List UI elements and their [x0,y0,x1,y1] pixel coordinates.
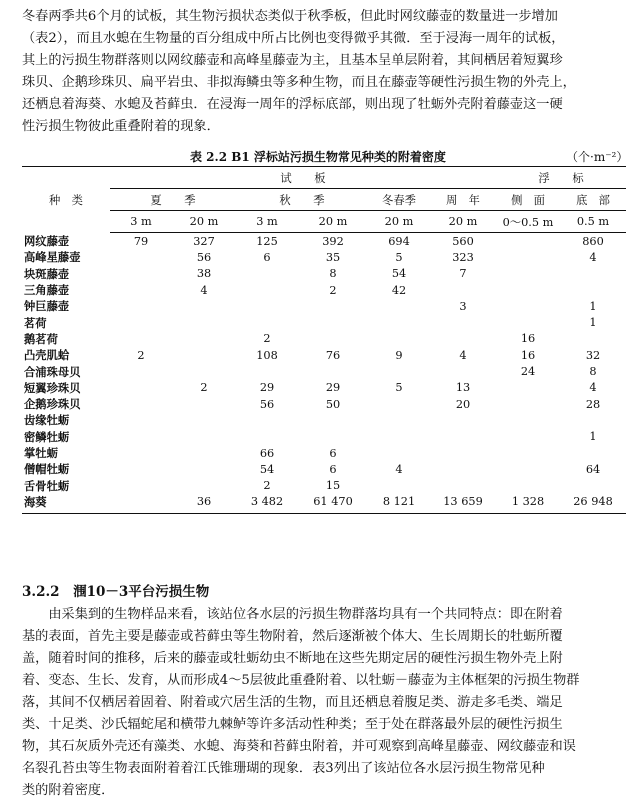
density-cell [368,445,430,461]
density-cell: 4 [459,348,467,362]
table-title: 表 2.2 B1 浮标站污损生物常见种类的附着密度 [190,150,446,164]
species-name: 三角藤壶 [24,283,70,298]
density-cell: 8 [589,365,597,379]
density-cell [430,412,496,428]
density-cell: 26 948 [560,494,626,514]
density-table [22,166,626,514]
density-cell [560,266,626,282]
density-cell [560,477,626,493]
density-cell: 1 [589,430,597,444]
density-cell [560,331,626,347]
table-row [22,266,626,282]
species-name: 网纹藤壶 [24,233,70,248]
density-cell [496,396,560,412]
density-cell [110,380,172,396]
density-cell [110,331,172,347]
paragraph-line: 性污损生物彼此重叠附着的现象． [22,119,220,134]
density-cell: 13 [455,381,471,395]
density-cell [368,314,430,330]
density-cell: 38 [196,267,212,281]
buoy-header: 浮 标 [496,167,626,189]
paragraph-line: 冬春两季共6个月的试板，其生物污损状态类似于秋季板，但此时网纹藤壶的数量进一步增加 [22,9,558,24]
species-name: 企鹅珍珠贝 [24,397,81,412]
density-cell: 2 [200,381,208,395]
table-row [22,314,626,330]
density-cell [110,477,172,493]
species-name: 密鳞牡蛎 [24,429,70,444]
paragraph-1 [22,6,626,138]
density-cell [236,429,298,445]
density-cell: 16 [520,332,536,346]
density-cell: 6 [329,446,337,460]
density-cell [430,477,496,493]
paragraph-line: 基的表面，首先主要是藤壶或苔藓虫等生物附着，然后逐渐被个体大、生长周期长的牡蛎所覆 [22,629,563,644]
depth-header: 3 m [110,211,172,233]
density-cell [110,266,172,282]
density-cell: 2 [329,283,337,297]
density-cell: 2 [263,332,271,346]
density-cell: 13 659 [430,494,496,514]
density-cell [430,445,496,461]
density-cell [236,412,298,428]
density-cell [172,412,236,428]
density-cell: 16 [520,348,536,362]
paragraph-line: 由采集到的生物样品来看，该站位各水层的污损生物群落均具有一个共同特点：即在附着 [22,607,563,622]
density-cell: 28 [585,397,601,411]
density-cell [172,461,236,477]
density-cell [496,314,560,330]
density-cell: 3 [459,299,467,313]
depth-header: 3 m [236,211,298,233]
paragraph-line: （表2），而且水螅在生物量的百分组成中所占比例也变得微乎其微．至于浸海一周年的试板， [22,31,565,46]
season-header: 夏 季 [110,189,236,211]
density-cell: 35 [325,250,341,264]
species-name: 茗荷 [24,315,47,330]
density-cell [430,363,496,379]
density-cell [172,477,236,493]
density-cell [110,445,172,461]
density-cell [110,396,172,412]
density-cell: 4 [589,250,597,264]
density-cell [236,266,298,282]
species-name: 高峰星藤壶 [24,250,81,265]
density-cell [298,298,368,314]
density-cell: 4 [200,283,208,297]
density-cell [496,461,560,477]
density-cell: 9 [395,348,403,362]
density-cell: 560 [452,234,474,248]
density-cell [496,233,560,250]
season-header: 周 年 [430,189,496,211]
density-cell [368,396,430,412]
species-name: 钟巨藤壶 [24,299,70,314]
density-cell [110,282,172,298]
depth-header: 0.5 m [560,211,626,233]
species-name: 海葵 [22,494,110,514]
density-cell: 61 470 [298,494,368,514]
density-cell [172,314,236,330]
density-cell: 20 [455,397,471,411]
density-cell [496,412,560,428]
table-row [22,396,626,412]
density-cell [430,314,496,330]
density-cell [496,282,560,298]
density-cell [496,445,560,461]
density-cell [560,445,626,461]
density-cell: 6 [329,462,337,476]
density-cell [298,363,368,379]
density-cell: 66 [259,446,275,460]
density-cell: 5 [395,250,403,264]
table-row [22,494,626,514]
depth-header: 20 m [298,211,368,233]
species-name: 合浦珠母贝 [24,364,81,379]
density-cell: 24 [520,365,536,379]
table-row [22,429,626,445]
table-row [22,445,626,461]
paragraph-2 [22,604,626,802]
density-cell [110,363,172,379]
density-cell [110,249,172,265]
density-cell [368,331,430,347]
density-cell [236,298,298,314]
season-header: 秋 季 [236,189,368,211]
density-cell: 50 [325,397,341,411]
depth-header: 20 m [368,211,430,233]
season-header: 底 部 [560,189,626,211]
density-cell [430,429,496,445]
density-cell: 54 [391,267,407,281]
table-body [22,233,626,514]
density-cell [368,429,430,445]
table-row [22,331,626,347]
density-cell: 694 [388,234,410,248]
table-unit: （个·m⁻²） [566,150,629,164]
density-cell: 327 [193,234,215,248]
table-row [22,461,626,477]
density-cell: 32 [585,348,601,362]
paragraph-line: 物，其石灰质外壳还有藻类、水螅、海葵和苔藓虫附着，并可观察到高峰星藤壶、网纹藤壶和误 [22,739,576,754]
species-name: 齿缘牡蛎 [24,413,70,428]
density-cell [236,363,298,379]
density-cell: 1 [589,316,597,330]
density-cell [172,347,236,363]
density-cell: 125 [256,234,278,248]
density-cell [172,331,236,347]
density-cell [368,363,430,379]
paragraph-line: 名裂孔苔虫等生物表面附着着江氏锥珊瑚的现象．表3列出了该站位各水层污损生物常见种 [22,761,545,776]
species-name: 短翼珍珠贝 [24,380,81,395]
density-cell: 15 [325,479,341,493]
density-cell [298,429,368,445]
density-cell: 8 [329,267,337,281]
paragraph-line: 类的附着密度． [22,783,115,798]
table-row [22,298,626,314]
species-header: 种 类 [22,167,110,233]
density-cell [236,282,298,298]
density-cell: 2 [137,348,145,362]
table-row [22,412,626,428]
density-cell [496,266,560,282]
table-row [22,363,626,379]
table-row [22,477,626,493]
density-cell [496,298,560,314]
density-cell: 4 [395,462,403,476]
density-cell: 323 [452,250,474,264]
density-cell: 2 [263,479,271,493]
density-cell [110,461,172,477]
density-cell: 3 482 [236,494,298,514]
density-cell [110,314,172,330]
density-cell: 860 [582,234,604,248]
density-cell [430,282,496,298]
table-row [22,282,626,298]
species-name: 掌牡蛎 [24,446,58,460]
density-cell [496,249,560,265]
density-cell: 1 [589,299,597,313]
paragraph-line: 着、变态、生长、发育，从而形成4～5层彼此重叠附着、以牡蛎－藤壶为主体框架的污损生物群 [22,673,580,688]
species-name: 舌骨牡蛎 [24,478,70,493]
table-row [22,380,626,396]
density-cell: 36 [172,494,236,514]
paragraph-line: 类、十足类、沙氏辐蛇尾和横带九棘鲈等许多活动性种类；至于处在群落最外层的硬性污损生 [22,717,563,732]
density-cell [110,494,172,514]
density-cell [172,363,236,379]
density-cell: 56 [196,250,212,264]
depth-header: 20 m [172,211,236,233]
density-cell [172,298,236,314]
species-name: 鹅茗荷 [24,331,58,346]
density-cell: 29 [325,381,341,395]
density-cell: 76 [325,348,341,362]
density-cell [236,314,298,330]
density-cell [430,331,496,347]
density-cell [172,429,236,445]
density-cell: 5 [395,381,403,395]
depth-header: 20 m [430,211,496,233]
season-header: 侧 面 [496,189,560,211]
section-heading: 3.2.2 涠10－3平台污损生物 [22,584,210,600]
density-cell [496,429,560,445]
density-cell [110,412,172,428]
density-cell: 79 [133,234,149,248]
density-cell [172,396,236,412]
season-header: 冬春季 [368,189,430,211]
density-cell: 64 [585,462,601,476]
density-cell: 1 328 [496,494,560,514]
density-cell [430,461,496,477]
density-cell [172,445,236,461]
density-cell: 29 [259,381,275,395]
density-cell: 7 [459,267,467,281]
density-cell: 108 [256,348,278,362]
density-cell [496,477,560,493]
density-cell [298,314,368,330]
density-cell [368,412,430,428]
density-cell: 54 [259,462,275,476]
depth-header: 0～0.5 m [496,211,560,233]
paragraph-line: 珠贝、企鹅珍珠贝、扁平岩虫、非拟海鳞虫等多种生物，而且在藤壶等硬性污损生物的外壳上， [22,75,576,90]
species-name: 僧帽牡蛎 [24,462,70,477]
density-cell [560,282,626,298]
paragraph-line: 盖，随着时间的推移，后来的藤壶或牡蛎幼虫不断地在这些先期定居的硬性污损生物外壳上附 [22,651,563,666]
table-row [22,347,626,363]
test-plate-header: 试 板 [110,167,496,189]
density-cell [110,298,172,314]
species-name: 块斑藤壶 [24,266,70,281]
density-cell: 56 [259,397,275,411]
species-name: 凸壳肌蛤 [24,348,70,363]
density-cell: 42 [391,283,407,297]
density-cell [110,429,172,445]
density-cell [368,477,430,493]
paragraph-line: 还栖息着海葵、水螅及苔藓虫．在浸海一周年的浮标底部，则出现了牡蛎外壳附着藤壶这一硬 [22,97,563,112]
density-cell [560,412,626,428]
density-cell [298,331,368,347]
table-row [22,249,626,265]
density-cell: 8 121 [368,494,430,514]
density-cell [368,298,430,314]
density-cell [496,380,560,396]
density-cell: 6 [263,250,271,264]
paragraph-line: 其上的污损生物群落则以网纹藤壶和高峰星藤壶为主，且基本呈单层附着，其间栖居着短翼珍 [22,53,563,68]
density-cell: 4 [589,381,597,395]
paragraph-line: 落，其间不仅栖居着固着、附着或穴居生活的生物，而且还栖息着腹足类、游走多毛类、端足 [22,695,563,710]
table-row [22,233,626,250]
density-cell: 392 [322,234,344,248]
density-cell [298,412,368,428]
